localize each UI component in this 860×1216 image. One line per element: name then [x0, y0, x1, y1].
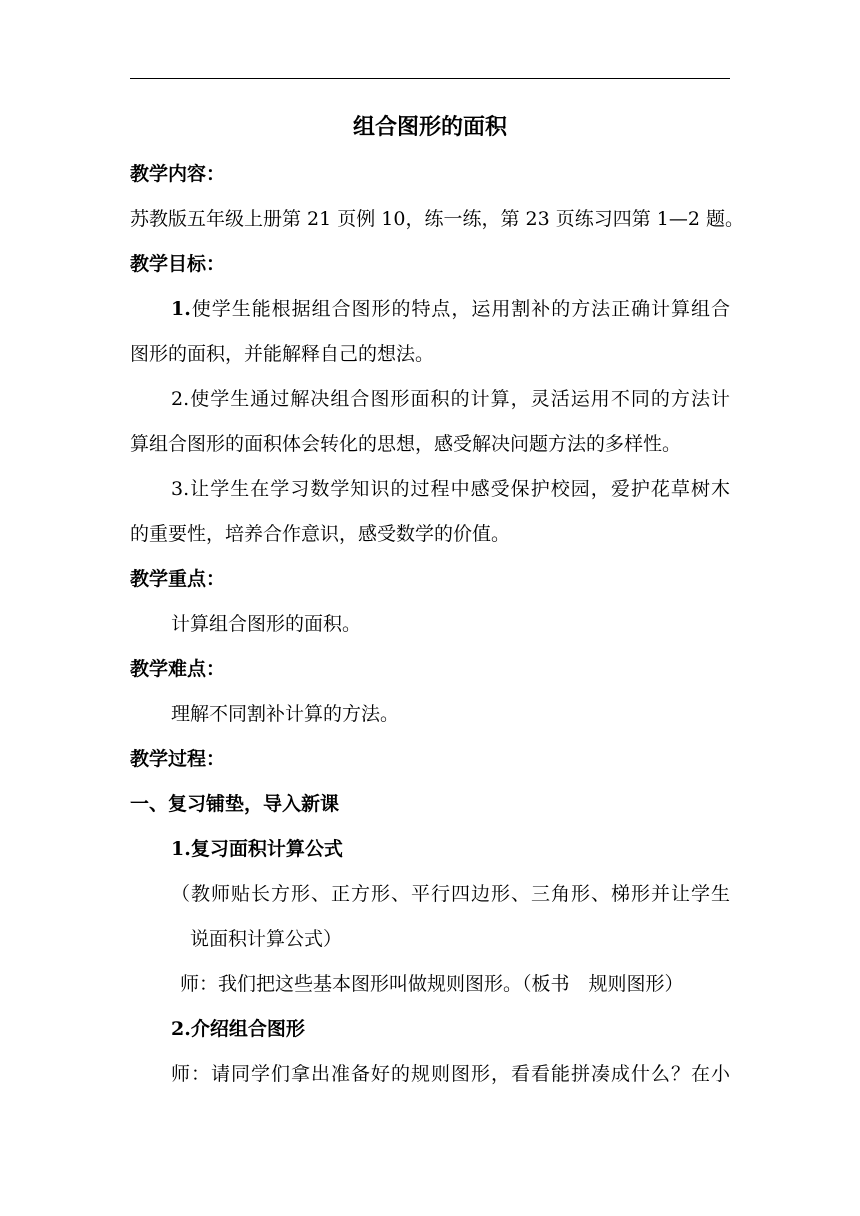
goal-3-line-1: 3.让学生在学习数学知识的过程中感受保护校园，爱护花草树木: [171, 478, 730, 500]
goal-2-line-2: 算组合图形的面积体会转化的思想，感受解决问题方法的多样性。: [130, 433, 682, 455]
process-heading: 教学过程：: [130, 748, 226, 770]
content-text: 苏教版五年级上册第 21 页例 10，练一练，第 23 页练习四第 1—2 题。: [130, 208, 744, 230]
goal-1-number: 1.: [171, 298, 191, 320]
step-2-heading: 2.介绍组合图形: [171, 1018, 305, 1040]
teacher-line-1: 师：我们把这些基本图形叫做规则图形。（板书 规则图形）: [180, 973, 684, 995]
goal-1-line-1: [171, 294, 730, 324]
step-1-note-line-1: （教师贴长方形、正方形、平行四边形、三角形、梯形并让学生: [171, 883, 730, 905]
header-rule: [130, 78, 730, 79]
difficulty-heading: 教学难点：: [130, 658, 226, 680]
key-text: 计算组合图形的面积。: [171, 613, 362, 635]
difficulty-text: 理解不同割补计算的方法。: [171, 703, 400, 725]
teacher-line-2: 师：请同学们拿出准备好的规则图形，看看能拼凑成什么？在小: [171, 1063, 730, 1085]
page-title: 组合图形的面积: [352, 114, 507, 140]
goals-heading: 教学目标：: [130, 253, 226, 275]
goal-2-line-1: 2.使学生通过解决组合图形面积的计算，灵活运用不同的方法计: [171, 388, 730, 410]
step-1-heading: 1.复习面积计算公式: [171, 838, 343, 860]
goal-1-line-2: 图形的面积，并能解释自己的想法。: [130, 343, 435, 365]
step-1-note-line-2: 说面积计算公式）: [190, 928, 343, 950]
section-1-heading: 一、复习铺垫，导入新课: [130, 793, 340, 815]
key-heading: 教学重点：: [130, 568, 226, 590]
content-heading: 教学内容：: [130, 163, 226, 185]
goal-1-text: 使学生能根据组合图形的特点，运用割补的方法正确计算组合: [190, 298, 730, 320]
goal-3-line-2: 的重要性，培养合作意识，感受数学的价值。: [130, 523, 511, 545]
